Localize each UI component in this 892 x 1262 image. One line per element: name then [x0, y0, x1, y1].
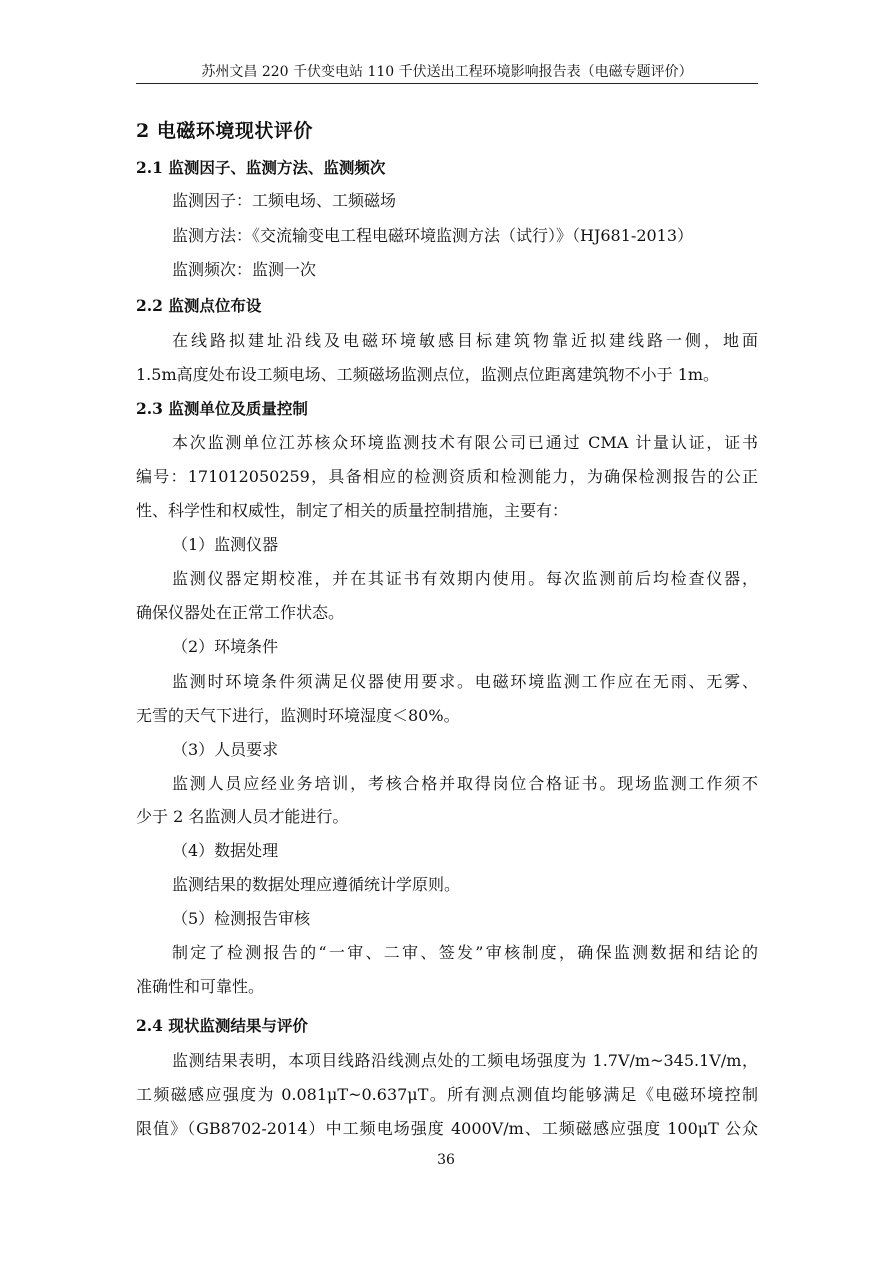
paragraph-line: 少于 2 名监测人员才能进行。 [136, 807, 349, 826]
subsection-heading-2-3: 2.3 监测单位及质量控制 [136, 399, 308, 418]
paragraph-line: 1.5m高度处布设工频电场、工频磁场监测点位，监测点位距离建筑物不小于 1m。 [136, 365, 720, 384]
paragraph-line: 在线路拟建址沿线及电磁环境敏感目标建筑物靠近拟建线路一侧，地面 [172, 331, 758, 350]
section-heading: 2 电磁环境现状评价 [136, 120, 313, 142]
header-divider [136, 83, 758, 84]
paragraph-line: 编号：171012050259，具备相应的检测资质和检测能力，为确保检测报告的公正 [136, 467, 758, 486]
list-item-label: （3）人员要求 [172, 740, 279, 759]
subsection-heading-2-4: 2.4 现状监测结果与评价 [136, 1016, 308, 1035]
paragraph-line: 工频磁感应强度为 0.081μT~0.637μT。所有测点测值均能够满足《电磁环境控制 [136, 1085, 758, 1104]
paragraph-line: 监测结果表明，本项目线路沿线测点处的工频电场强度为 1.7V/m~345.1V/m， [172, 1051, 758, 1070]
paragraph-line: 无雪的天气下进行，监测时环境湿度＜80%。 [136, 706, 460, 725]
paragraph-line: 限值》（GB8702-2014）中工频电场强度 4000V/m、工频磁感应强度 100μT 公众 [136, 1119, 758, 1138]
running-header: 苏州文昌 220 千伏变电站 110 千伏送出工程环境影响报告表（电磁专题评价） [201, 64, 693, 80]
paragraph-line: 性、科学性和权威性，制定了相关的质量控制措施，主要有： [136, 501, 569, 520]
paragraph-line: 确保仪器处在正常工作状态。 [136, 603, 345, 622]
list-item-label: （4）数据处理 [172, 841, 279, 860]
paragraph-line: 制定了检测报告的“一审、二审、签发”审核制度，确保监测数据和结论的 [172, 943, 758, 962]
paragraph-line: 准确性和可靠性。 [136, 977, 265, 996]
list-item-label: （5）检测报告审核 [172, 909, 311, 928]
paragraph-line: 本次监测单位江苏核众环境监测技术有限公司已通过 CMA 计量认证，证书 [172, 433, 758, 452]
subsection-heading-2-2: 2.2 监测点位布设 [136, 296, 262, 315]
monitoring-frequency: 监测频次：监测一次 [172, 260, 317, 279]
list-item-label: （1）监测仪器 [172, 535, 279, 554]
page-number: 36 [437, 1152, 455, 1168]
paragraph-line: 监测人员应经业务培训，考核合格并取得岗位合格证书。现场监测工作须不 [172, 774, 758, 793]
paragraph-line: 监测结果的数据处理应遵循统计学原则。 [172, 875, 461, 894]
subsection-heading-2-1: 2.1 监测因子、监测方法、监测频次 [136, 158, 386, 177]
monitoring-method: 监测方法：《交流输变电工程电磁环境监测方法（试行）》（HJ681-2013） [172, 226, 694, 245]
paragraph-line: 监测仪器定期校准，并在其证书有效期内使用。每次监测前后均检查仪器， [172, 569, 758, 588]
paragraph-line: 监测时环境条件须满足仪器使用要求。电磁环境监测工作应在无雨、无雾、 [172, 672, 758, 691]
monitoring-factor: 监测因子：工频电场、工频磁场 [172, 191, 397, 210]
list-item-label: （2）环境条件 [172, 637, 279, 656]
